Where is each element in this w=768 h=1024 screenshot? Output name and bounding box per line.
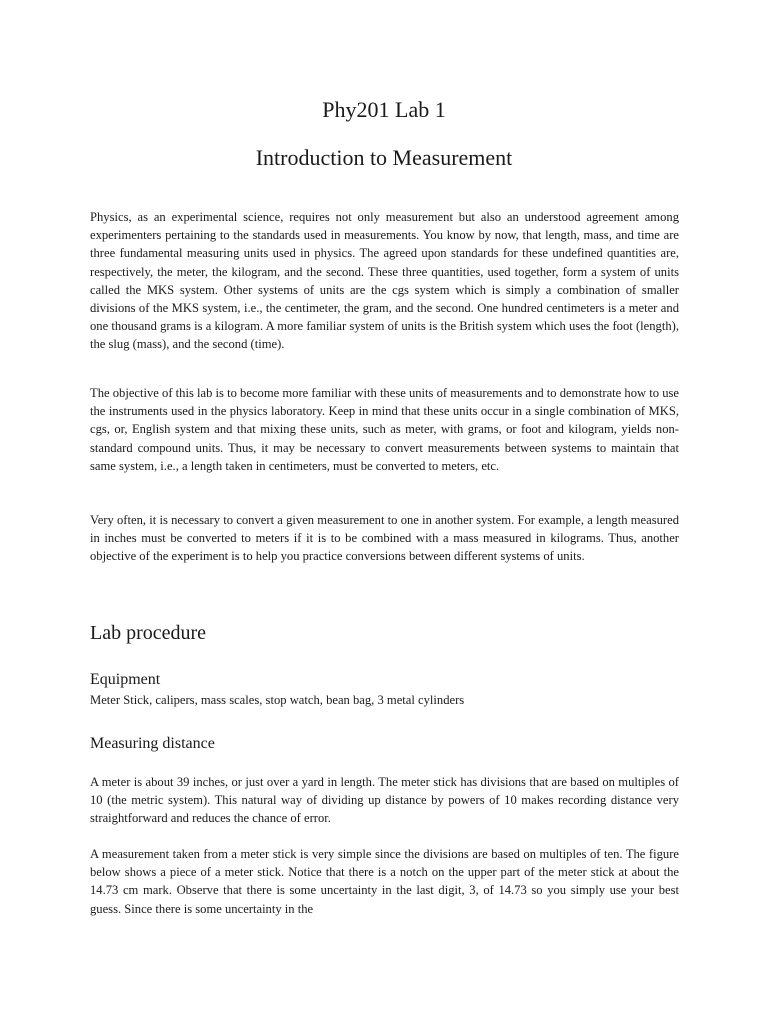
intro-paragraph-1: Physics, as an experimental science, requires not only measurement but also an understood agreement among experimenters pertaining to the standards used in measurements. You know by now, that length, mass, and time are three fundamental measuring units used in physics. The agreed upon standards for these undefined quantities are, respectively, the meter, the kilogram, and the second. These three quantities, used together, form a system of units called the MKS system. Other systems of units are the cgs system which is simply a combination of smaller divisions of the MKS system, i.e., the centimeter, the gram, and the second. One hundred centimeters is a meter and one thousand grams is a kilogram. A more familiar system of units is the British system which uses the foot (length), the slug (mass), and the second (time). [90,210,679,352]
equipment-list: Meter Stick, calipers, mass scales, stop watch, bean bag, 3 metal cylinders [90,693,465,707]
section-heading-lab-procedure: Lab procedure [90,622,207,644]
intro-paragraph-3: Very often, it is necessary to convert a given measurement to one in another system. For example, a length measured in inches must be converted to meters if it is to be combined with a mass measured in kilograms. Thus, another objective of the experiment is to help you practice conversions between different systems of units. [90,513,679,564]
intro-paragraph-2: The objective of this lab is to become more familiar with these units of measurements and to demonstrate how to use the instruments used in the physics laboratory. Keep in mind that these units occur in a single combination of MKS, cgs, or, English system and that mixing these units, such as meter, with grams, or foot and kilogram, yields non-standard compound units. Thus, it may be necessary to convert measurements between systems to maintain that same system, i.e., a length taken in centimeters, must be converted to meters, etc. [90,386,679,473]
document-title: Phy201 Lab 1 [322,97,446,122]
distance-paragraph-2: A measurement taken from a meter stick is very simple since the divisions are based on multiples of ten. The figure below shows a piece of a meter stick. Notice that there is a notch on the upper part of the meter stick at about the 14.73 cm mark. Observe that there is some uncertainty in the last digit, 3, of 14.73 so you simply use your best guess. Since there is some uncertainty in the [90,847,679,916]
section-heading-equipment: Equipment [90,671,161,688]
section-heading-measuring-distance: Measuring distance [90,735,215,752]
document-subtitle: Introduction to Measurement [255,145,513,170]
distance-paragraph-1: A meter is about 39 inches, or just over a yard in length. The meter stick has divisions that are based on multiples of 10 (the metric system). This natural way of dividing up distance by powers of 10 makes recording distance very straightforward and reduces the chance of error. [90,775,679,826]
